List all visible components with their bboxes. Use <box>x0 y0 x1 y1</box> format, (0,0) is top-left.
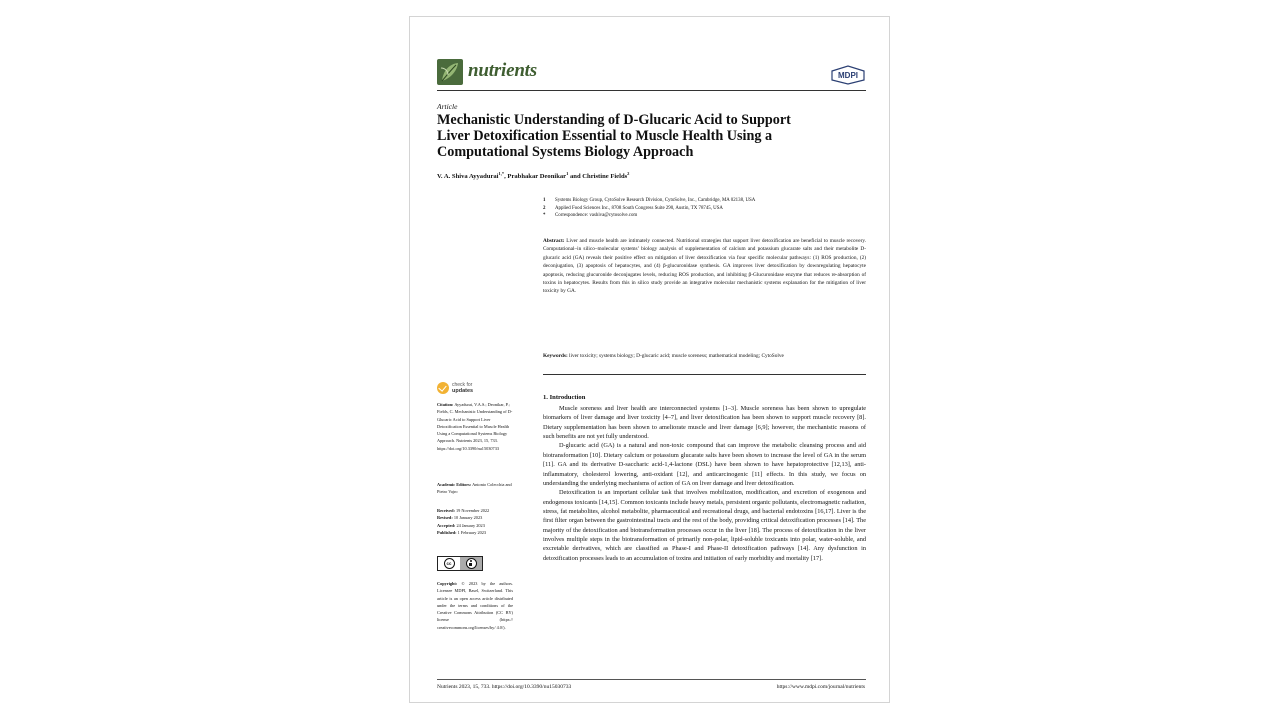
affiliation-item <box>543 205 866 213</box>
publisher-name: MDPI <box>838 71 858 81</box>
author-affiliation-mark: 1 <box>566 171 569 176</box>
check-updates-icon <box>437 382 449 394</box>
footer-citation[interactable]: Nutrients 2023, 15, 733. https://doi.org/10.3390/nu15030733 <box>437 684 572 690</box>
check-updates-line: updates <box>452 388 474 394</box>
footer-divider <box>437 679 866 680</box>
abstract <box>543 237 866 296</box>
date-label: Published: <box>437 529 457 535</box>
title-line: Computational Systems Biology Approach <box>437 144 694 161</box>
check-updates-label <box>452 382 473 394</box>
keywords-label: Keywords: <box>543 353 568 359</box>
author-name[interactable]: Prabhakar Deonikar <box>507 173 567 181</box>
attribution-icon <box>466 558 477 569</box>
citation-text: Ayyadurai, V.A.S.; Deonikar, P.; Fields, C. Mechanistic Understanding of D-Glucaric Acid to Support Liver Detoxification Essential to Muscle Health Using a Computational Systems Biology Approach. Nutrients 2023, 15, 733. https://doi.org/10.3390/nu15030733 <box>437 402 513 451</box>
citation-label: Citation: <box>437 402 454 407</box>
affiliation-item <box>543 197 866 205</box>
article-type: Article <box>437 102 458 111</box>
correspondence-text[interactable]: Correspondence: vashiva@cytosolve.com <box>555 213 638 219</box>
footer-journal-url[interactable]: https://www.mdpi.com/journal/nutrients <box>776 684 865 690</box>
affiliation-number: 2 <box>543 205 546 211</box>
mdpi-logo-icon <box>830 65 866 85</box>
date-row <box>437 507 513 514</box>
paragraph: Muscle soreness and liver health are interconnected systems [1–3]. Muscle soreness has been shown to upregulate biomarkers of liver damage and liver toxicity [4–7], and liver detoxification has been shown to support muscle recovery [8]. Dietary supplementation has been shown to ameliorate muscle and liver damage [6,9]; however, the mechanistic reasons of such benefits are not yet fully understood. <box>543 405 866 441</box>
check-updates-line: check for <box>452 382 473 388</box>
copyright-label: Copyright: <box>437 581 458 586</box>
sidebar-copyright <box>437 580 513 631</box>
date-row <box>437 522 513 529</box>
title-line: Liver Detoxification Essential to Muscle Health Using a <box>437 128 773 145</box>
cc-by-section <box>460 558 482 569</box>
cc-icon: cc <box>444 558 455 569</box>
cc-by-license-badge[interactable] <box>437 556 483 571</box>
affiliation-item <box>543 212 866 220</box>
affiliation-text: Systems Biology Group, CytoSolve Research Division, CytoSolve, Inc., Cambridge, MA 02138, USA <box>555 198 756 203</box>
article-title <box>437 112 847 161</box>
sidebar-dates <box>437 507 513 536</box>
date-row <box>437 529 513 536</box>
journal-logo-icon <box>437 59 463 85</box>
editors-label: Academic Editors: <box>437 482 472 487</box>
author-list <box>437 169 629 182</box>
abstract-label: Abstract: <box>543 238 565 244</box>
author-name[interactable]: Christine Fields <box>582 173 628 181</box>
editors-text: Antonio Colecchia and Pietro Vajro <box>437 482 512 495</box>
affiliation-number: * <box>543 213 546 219</box>
author-separator: and <box>568 173 583 181</box>
sidebar-editors <box>437 481 513 496</box>
date-label: Revised: <box>437 515 453 521</box>
affiliations <box>543 197 866 220</box>
affiliation-number: 1 <box>543 198 546 203</box>
keywords-text: liver toxicity; systems biology; D-glucaric acid; muscle soreness; mathematical modeling; CytoSolve <box>569 353 784 359</box>
sidebar-citation <box>437 401 513 452</box>
author-separator: , <box>504 173 508 181</box>
date-value: 24 January 2023 <box>456 522 485 528</box>
date-value: 10 January 2023 <box>453 515 483 521</box>
title-line: Mechanistic Understanding of D-Glucaric Acid to Support <box>437 112 791 128</box>
keywords-divider <box>543 374 866 375</box>
paragraph: D-glucaric acid (GA) is a natural and non-toxic compound that can improve the metabolic cleansing process and aid biotransformation [10]. Dietary calcium or potassium glucarate salts have been shown to increase the level of GA in the serum [11]. GA and its derivative D-saccharic acid-1,4-lactone (DSL) have been shown to have hepatoprotective [12,13], anti-inflammatory, cholesterol lowering, anti-oxidant [12], and anticarcinogenic [11] effects. In this study, we focus on understanding the underlying mechanisms of action of GA on liver damage and liver detoxification. <box>543 442 866 487</box>
paragraph: Detoxification is an important cellular task that involves mobilization, modification, and excretion of exogenous and endogenous toxicants [14,15]. Common toxicants include heavy metals, persistent organic pollutants, electromagnetic radiation, stress, fat metabolites, alcohol metabolite, pharmaceutical and recreational drugs, and bacterial endotoxins [16,17]. Liver is the first filter organ between the gastrointestinal tracts and the rest of the body, providing critical detoxification processes [14]. The majority of the detoxification and biotransformation processes occur in the liver [18]. The process of detoxification in the liver involves multiple steps in the biotransformation of primarily non-polar, lipid-soluble toxicants into polar, water-soluble, and excretable derivatives, which are classified as Phase-I and Phase-II detoxification pathways [14]. Any dysfunction in detoxification processes leads to an accumulation of toxins and initiation of early morbidity and mortality [17]. <box>543 489 866 562</box>
date-label: Accepted: <box>437 522 456 528</box>
author-affiliation-mark: 2 <box>627 171 630 176</box>
author-affiliation-mark: 1,* <box>498 171 505 176</box>
check-for-updates-button[interactable] <box>437 382 473 394</box>
header-divider <box>437 90 866 91</box>
abstract-text: Liver and muscle health are intimately connected. Nutritional strategies that support liver detoxification are beneficial to muscle recovery. Computational–in silico–molecular systems’ biology analysis of supplementation of calcium and potassium glucarate salts and their metabolite D-glucaric acid (GA) reveals their positive effect on mitigation of liver detoxification via four specific molecular pathways: (1) ROS production, (2) deconjugation, (3) apoptosis of hepatocytes, and (4) β-glucuronidase synthesis. GA improves liver detoxification by downregulating hepatocyte apoptosis, reducing glucuronide deconjugates levels, reducing ROS production, and inhibiting β-Glucuronidase enzyme that reduces re-absorption of toxins in hepatocytes. Results from this in silico study provide an integrative molecular mechanistic systems explanation for the mitigation of liver toxicity by GA. <box>543 238 867 295</box>
journal-name: nutrients <box>468 60 537 81</box>
date-label: Received: <box>437 508 455 513</box>
affiliation-text: Applied Food Sciences Inc., 8708 South Congress Suite 290, Austin, TX 78745, USA <box>555 205 723 211</box>
keywords <box>543 352 866 360</box>
date-row <box>437 514 513 521</box>
section-heading: 1. Introduction <box>543 394 586 401</box>
author-name[interactable]: V. A. Shiva Ayyadurai <box>437 173 499 181</box>
cc-logo <box>438 557 460 570</box>
introduction-body <box>543 404 866 563</box>
pdf-page <box>409 16 890 703</box>
date-value: 1 February 2023 <box>457 529 487 535</box>
copyright-text: © 2023 by the authors. Licensee MDPI, Basel, Switzerland. This article is an open access article distributed under the terms and conditions of the Creative Commons Attribution (CC BY) license (https:// creativecommons.org/licenses/by/ 4.0/). <box>437 581 513 630</box>
date-value: 19 November 2022 <box>455 508 490 513</box>
